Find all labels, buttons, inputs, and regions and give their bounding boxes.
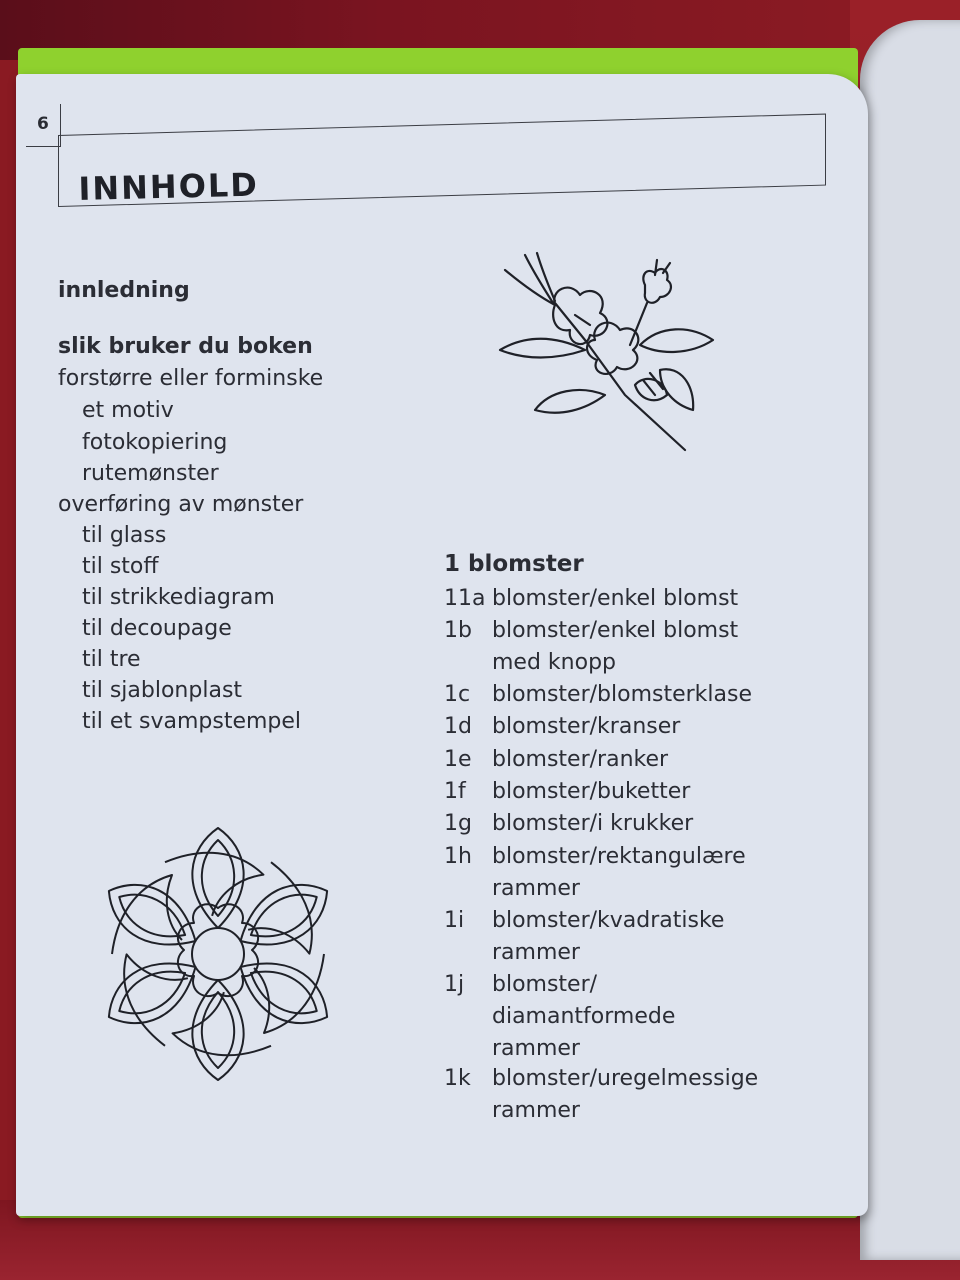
page-title: INNHOLD (78, 165, 260, 208)
toc-entry-code: 1c (444, 682, 471, 707)
toc-entry-label: blomster/buketter (492, 779, 691, 804)
toc-entry-label: med knopp (492, 650, 616, 675)
toc-entry-code: 1f (444, 779, 466, 804)
toc-entry-label: blomster/enkel blomst (492, 618, 739, 643)
toc-entry-label: blomster/ranker (492, 747, 669, 772)
toc-entry-label: blomster/enkel blomst (492, 586, 739, 611)
toc-entry-label: slik bruker du boken (58, 334, 313, 359)
toc-entry-label: blomster/i krukker (492, 811, 694, 836)
toc-entry-label: blomster/kvadratiske (492, 908, 725, 933)
toc-entry-label: overføring av mønster (58, 492, 304, 517)
rosette-flower-icon (82, 818, 354, 1090)
toc-entry-label: forstørre eller forminske (58, 366, 324, 391)
toc-entry-label: til decoupage (82, 616, 232, 641)
toc-entry-code: 11a (444, 586, 486, 611)
toc-entry-label: blomster/ (492, 972, 598, 997)
toc-entry-label: rammer (492, 1036, 580, 1061)
toc-entry-label: rammer (492, 940, 580, 965)
toc-entry-label: rammer (492, 876, 580, 901)
toc-entry-label: blomster/kranser (492, 714, 681, 739)
toc-entry-code: 1j (444, 972, 465, 997)
page-number: 6 (37, 114, 49, 134)
toc-entry-label: et motiv (82, 398, 174, 423)
toc-entry-label: diamantformede (492, 1004, 676, 1029)
toc-entry-label: blomster/rektangulære (492, 844, 746, 869)
toc-entry-code: 1g (444, 811, 472, 836)
flower-sprig-icon (495, 245, 725, 460)
toc-entry-label: til tre (82, 647, 141, 672)
toc-entry-label: rammer (492, 1098, 580, 1123)
toc-entry-label: til glass (82, 523, 167, 548)
section-heading: 1 blomster (444, 551, 584, 577)
toc-entry-label: til strikkediagram (82, 585, 275, 610)
toc-entry-label: rutemønster (82, 461, 219, 486)
toc-entry-code: 1d (444, 714, 472, 739)
toc-entry-code: 1h (444, 844, 472, 869)
toc-entry-code: 1b (444, 618, 472, 643)
toc-entry-code: 1i (444, 908, 465, 933)
toc-entry-label: blomster/blomsterklase (492, 682, 753, 707)
next-page-edge (860, 20, 960, 1260)
toc-entry-code: 1k (444, 1066, 471, 1091)
toc-entry-label: innledning (58, 278, 190, 303)
toc-entry-label: blomster/uregelmessige (492, 1066, 759, 1091)
toc-entry-label: til sjablonplast (82, 678, 243, 703)
toc-entry-label: til stoff (82, 554, 159, 579)
toc-entry-label: fotokopiering (82, 430, 228, 455)
toc-entry-code: 1e (444, 747, 472, 772)
toc-entry-label: til et svampstempel (82, 709, 302, 734)
